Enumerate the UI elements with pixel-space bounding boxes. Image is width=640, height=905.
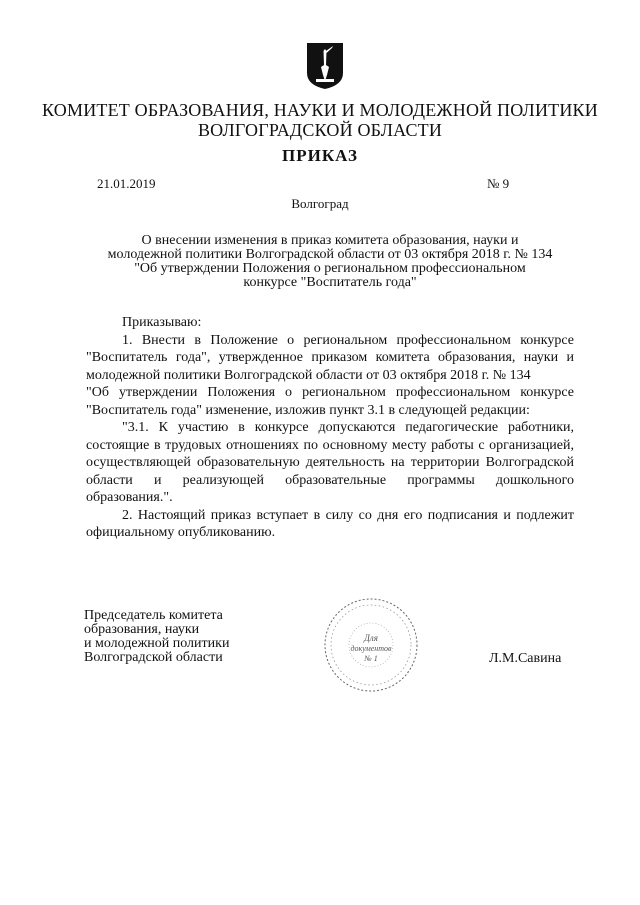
item-1-text: 1. Внести в Положение о региональном профессиональном конкурсе "Воспитатель года", утвержденное приказом комитета образования, науки и молодежной политики Волгоградской области от 03 октября 2018 г. № 134 xyxy=(86,332,574,383)
coat-of-arms-icon xyxy=(305,41,345,91)
signatory-title-line-1: Председатель комитета xyxy=(84,608,223,623)
document-body xyxy=(86,314,574,542)
item-1-continuation: "Об утверждении Положения о региональном профессиональном конкурсе "Воспитатель года" изменение, изложив пункт 3.1 в следующей редакции: xyxy=(86,385,574,418)
stamp-line-2: документов xyxy=(350,644,392,653)
signatory-title-line-3: и молодежной политики xyxy=(84,636,230,651)
document-type-title: ПРИКАЗ xyxy=(282,146,358,165)
signatory-title xyxy=(84,609,229,665)
signatory-title-line-2: образования, науки xyxy=(84,622,200,637)
official-stamp xyxy=(322,596,420,694)
signatory-title-line-4: Волгоградской области xyxy=(84,650,223,665)
document-date: 21.01.2019 xyxy=(97,176,156,191)
stamp-line-3: № 1 xyxy=(364,654,378,663)
item-1-quote: "3.1. К участию в конкурсе допускаются педагогические работники, состоящие в трудовых отношениях по основному месту работы с организацией, осуществляющей образовательную деятельность на территории Волгоградской области и реализующей образовательные программы дошкольного образования.". xyxy=(86,420,574,505)
order-word: Приказываю: xyxy=(122,315,202,330)
organization-line-2: ВОЛГОГРАДСКОЙ ОБЛАСТИ xyxy=(197,120,443,140)
organization-line-1: КОМИТЕТ ОБРАЗОВАНИЯ, НАУКИ И МОЛОДЕЖНОЙ ПОЛИТИКИ xyxy=(42,100,598,120)
stamp-line-1: Для xyxy=(364,633,378,643)
document-subject xyxy=(80,234,580,290)
signatory-name: Л.М.Савина xyxy=(489,651,562,666)
subject-line-2: молодежной политики Волгоградской области от 03 октября 2018 г. № 134 xyxy=(107,247,553,262)
document-number: № 9 xyxy=(487,176,510,191)
subject-line-4: конкурсе "Воспитатель года" xyxy=(243,275,417,290)
subject-line-1: О внесении изменения в приказ комитета образования, науки и xyxy=(141,233,519,248)
document-city: Волгоград xyxy=(291,196,349,211)
item-2-text: 2. Настоящий приказ вступает в силу со дня его подписания и подлежит официальному опубликованию. xyxy=(86,507,574,540)
organization-name xyxy=(40,100,600,140)
subject-line-3: "Об утверждении Положения о региональном профессиональном xyxy=(134,261,526,276)
